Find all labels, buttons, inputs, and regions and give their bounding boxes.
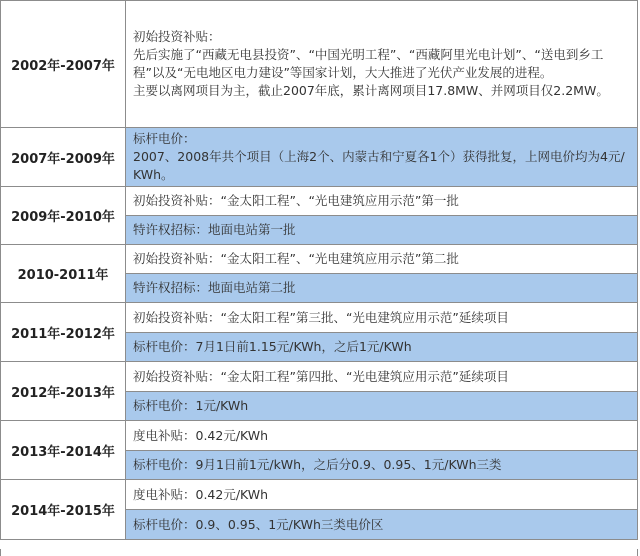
policy-text: 标杆电价：0.9、0.95、1元/KWh三类电价区 [133,516,384,532]
policy-cell [126,421,638,451]
policy-text: 初始投资补贴：“金太阳工程”、“光电建筑应用示范”第一批 [133,193,459,208]
policy-cell [126,216,638,245]
policy-cell [126,274,638,303]
policy-text: 先后实施了“西藏无电县投资”、“中国光明工程”、“西藏阿里光电计划”、“送电到乡工程”以及“无电地区电力建设”等国家计划，大大推进了光伏产业发展的进程。 [133,47,604,80]
table-row [1,303,638,333]
period-cell: 2002年-2007年 [1,1,126,128]
policy-cell [126,187,638,216]
table-row [1,245,638,274]
policy-text: 初始投资补贴：“金太阳工程”第三批、“光电建筑应用示范”延续项目 [133,309,509,325]
policy-cell [126,245,638,274]
policy-cell [126,1,638,128]
period-cell: 2007年-2009年 [1,128,126,187]
policy-cell [126,128,638,187]
table-row [1,1,638,128]
policy-cell [126,303,638,333]
policy-cell [126,362,638,392]
policy-cell [126,451,638,480]
period-cell: 2010-2011年 [1,245,126,303]
period-cell: 2013年-2014年 [1,421,126,480]
policy-text: 标杆电价： [133,131,196,146]
period-cell: 2012年-2013年 [1,362,126,421]
table-row [1,480,638,510]
policy-text: 特许权招标：地面电站第一批 [133,222,296,237]
table-row [1,187,638,216]
policy-text: 标杆电价：1元/KWh [133,398,249,413]
policy-text: 初始投资补贴：“金太阳工程”第四批、“光电建筑应用示范”延续项目 [133,368,509,384]
policy-text: 主要以离网项目为主，截止2007年底，累计离网项目17.8MW、并网项目仅2.2MW。 [133,83,609,98]
table-continuation [0,549,638,556]
policy-text: 标杆电价：7月1日前1.15元/KWh，之后1元/KWh [133,339,412,354]
policy-cell [126,392,638,421]
policy-cell [126,480,638,510]
policy-cell [126,510,638,540]
policy-cell [126,333,638,362]
policy-text: 特许权招标：地面电站第二批 [133,280,296,295]
policy-text: 初始投资补贴：“金太阳工程”、“光电建筑应用示范”第二批 [133,251,459,266]
policy-text: 度电补贴：0.42元/KWh [133,486,269,502]
policy-text: 2007、2008年共个项目（上海2个、内蒙古和宁夏各1个）获得批复，上网电价均为4元/KWh。 [133,149,625,182]
policy-timeline-body [1,1,638,540]
table-row [1,128,638,187]
policy-text: 度电补贴：0.42元/KWh [133,427,269,443]
policy-text: 标杆电价：9月1日前1元/kWh，之后分0.9、0.95、1元/KWh三类 [133,457,502,472]
period-cell: 2011年-2012年 [1,303,126,362]
table-row [1,362,638,392]
table-row [1,421,638,451]
period-cell: 2014年-2015年 [1,480,126,540]
policy-text: 初始投资补贴： [133,29,221,44]
period-cell: 2009年-2010年 [1,187,126,245]
